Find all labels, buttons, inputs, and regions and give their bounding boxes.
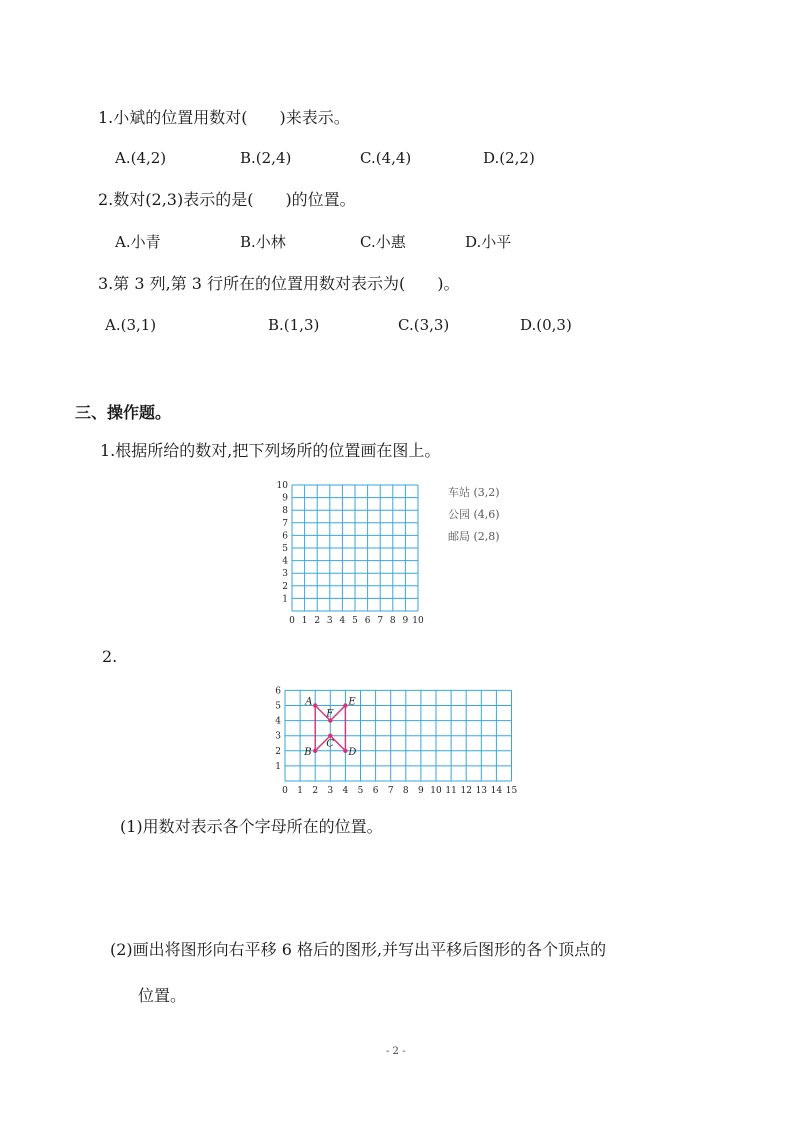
x-tick-label: 11 [445,786,457,796]
x-tick-label: 2 [314,616,321,626]
q1-option-d: D.(2,2) [483,149,535,167]
vertex-label-d: D [348,746,357,758]
x-tick-label: 1 [301,616,308,626]
vertex-label-e: E [348,696,356,708]
x-tick-label: 0 [282,786,288,796]
x-tick-label: 6 [364,616,371,626]
x-tick-label: 5 [357,786,364,796]
y-tick-label: 3 [275,731,281,742]
q3-option-d: D.(0,3) [520,316,572,334]
q1-option-b: B.(2,4) [240,149,292,167]
y-tick-label: 9 [282,493,288,504]
y-tick-label: 1 [282,594,288,605]
vertex-point-e [343,703,347,707]
x-tick-label: 10 [430,786,442,796]
vertex-point-b [313,749,317,753]
q1-stem: 1.小斌的位置用数对( )来表示。 [98,108,350,127]
y-tick-label: 4 [282,556,288,567]
op2-sub2-line2: 位置。 [138,986,187,1005]
x-tick-label: 14 [490,786,503,796]
x-tick-label: 5 [352,616,358,626]
x-tick-label: 8 [389,616,396,626]
y-tick-label: 4 [275,716,281,727]
legend-post-office: 邮局 (2,8) [448,530,500,543]
y-tick-label: 10 [276,481,288,491]
vertex-label-b: B [304,746,312,758]
y-tick-label: 7 [282,518,288,529]
x-tick-label: 10 [412,616,424,626]
y-tick-label: 2 [282,581,288,592]
x-tick-label: 9 [418,786,424,796]
vertex-label-c: C [326,738,334,750]
x-tick-label: 12 [460,786,472,796]
y-tick-label: 8 [282,506,288,517]
y-tick-label: 6 [282,531,288,542]
section-title: 三、操作题。 [75,403,172,422]
q2-stem: 2.数对(2,3)表示的是( )的位置。 [98,190,356,209]
q2-option-c: C.小惠 [360,233,406,251]
y-tick-label: 5 [282,544,288,554]
y-tick-label: 2 [275,746,281,757]
op2-sub2-line1: (2)画出将图形向右平移 6 格后的图形,并写出平移后图形的各个顶点的 [110,940,607,959]
x-tick-label: 3 [326,616,333,626]
x-tick-label: 3 [327,786,334,796]
q2-option-a: A.小青 [115,233,161,251]
x-tick-label: 4 [339,616,346,626]
q3-option-c: C.(3,3) [398,316,450,334]
vertex-label-a: A [305,696,313,708]
q3-stem: 3.第 3 列,第 3 行所在的位置用数对表示为( )。 [98,274,460,293]
q2-option-d: D.小平 [465,233,512,251]
coordinate-grid-1 [270,478,440,630]
page-number: - 2 - [386,1046,406,1057]
x-tick-label: 8 [402,786,409,796]
q1-option-c: C.(4,4) [360,149,412,167]
x-tick-label: 7 [387,786,394,796]
op2-sub1: (1)用数对表示各个字母所在的位置。 [120,817,383,836]
x-tick-label: 9 [402,616,409,626]
x-tick-label: 13 [475,786,488,796]
y-tick-label: 3 [282,569,288,580]
vertex-label-f: F [326,708,334,720]
q1-option-a: A.(4,2) [115,149,167,167]
x-tick-label: 15 [505,786,518,796]
x-tick-label: 0 [289,616,295,626]
vertex-point-c [328,734,332,738]
x-tick-label: 4 [342,786,349,796]
x-tick-label: 6 [372,786,379,796]
legend-station: 车站 (3,2) [448,486,500,499]
vertex-point-a [313,703,317,707]
q3-option-b: B.(1,3) [268,316,320,334]
op1-stem: 1.根据所给的数对,把下列场所的位置画在图上。 [100,441,441,460]
op2-number: 2. [102,647,118,666]
x-tick-label: 2 [312,786,319,796]
legend-park: 公园 (4,6) [448,508,500,521]
vertex-point-d [343,749,347,753]
y-tick-label: 6 [275,686,281,697]
coordinate-grid-2 [268,684,524,796]
y-tick-label: 1 [275,761,281,772]
q3-option-a: A.(3,1) [105,316,157,334]
x-tick-label: 7 [377,616,384,626]
y-tick-label: 5 [275,701,281,712]
q2-option-b: B.小林 [240,233,286,251]
x-tick-label: 1 [297,786,303,796]
